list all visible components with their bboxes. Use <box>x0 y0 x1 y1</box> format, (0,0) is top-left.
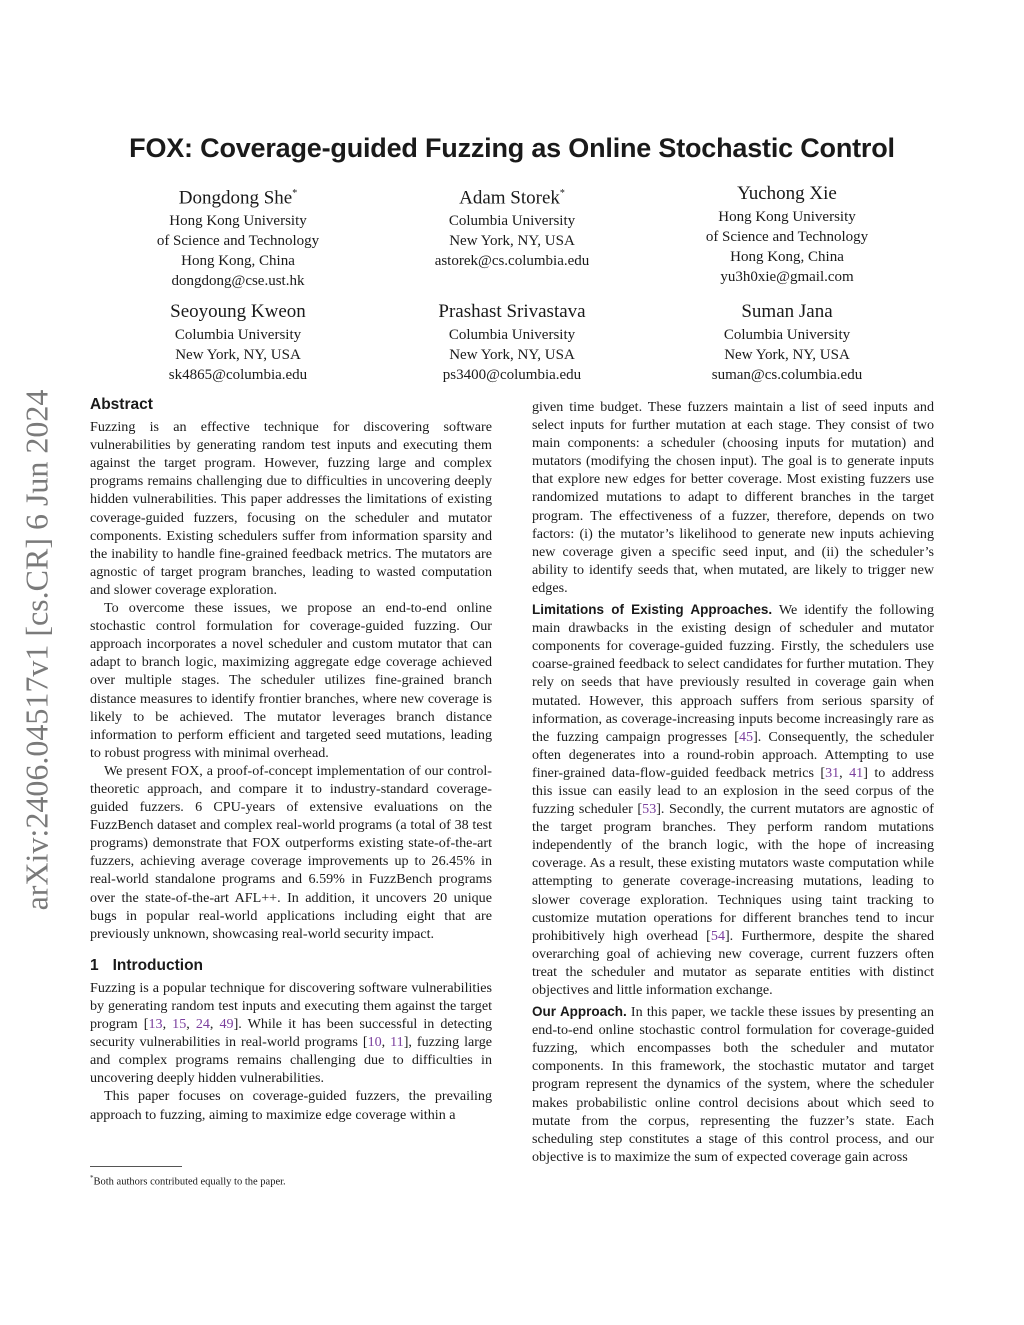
author-block <box>652 300 922 385</box>
footnote: *Both authors contributed equally to the paper. <box>90 1174 286 1188</box>
author-name: Yuchong Xie <box>737 183 837 204</box>
author-email: sk4865@columbia.edu <box>168 367 308 383</box>
citation-link[interactable]: 15 <box>172 1016 187 1033</box>
author-affiliation: Columbia University <box>448 213 576 230</box>
citation-link[interactable]: 10 <box>367 1034 382 1051</box>
intro-paragraph: Fuzzing is a popular technique for discovering software vulnerabilities by generating random test inputs and executing them against the target program [13, 15, 24, 49]. While it has been successful in detecting security vulnerabilities in real-world programs [10, 11], fuzzing large and complex programs remains challenging due to difficulties in uncovering deeply hidden vulnerabilities. <box>90 979 493 1087</box>
left-column <box>90 396 492 1124</box>
author-affiliation: New York, NY, USA <box>449 233 575 250</box>
author-name: Dongdong She* <box>178 187 298 209</box>
author-email: ps3400@columbia.edu <box>442 367 582 383</box>
body-paragraph: given time budget. These fuzzers maintain a list of seed inputs and select inputs for further mutation at each stage. They consist of two main components: a scheduler (choosing inputs for mutation) and mutators (modifying the chosen input). The goal is to generate inputs that explore new edges for better coverage. Most existing fuzzers use randomized mutations to adapt to different branches in the target program. The effectiveness of a fuzzer, therefore, depends on two factors: (i) the mutator’s likelihood to generate new inputs achieving new coverage given a specific seed input, and (ii) the scheduler’s ability to identify seeds that, when mutated, are likely to trigger new edges. <box>532 399 934 596</box>
author-name: Prashast Srivastava <box>438 301 586 322</box>
approach-paragraph: Our Approach. In this paper, we tackle these issues by presenting an end-to-end online stochastic control formulation for coverage-guided fuzzing, which encompasses both the scheduler and mutator components. In this framework, the stochastic mutator and target program represent the dynamics of the system, where the scheduler makes probabilistic online control decisions about which seed to mutate from the corpus, representing the fuzzer’s state. Each scheduling step constitutes a stage of this control process, and our objective is to maximize the sum of expected coverage gain across <box>532 1004 934 1165</box>
right-column <box>532 398 934 1166</box>
footnote-rule <box>90 1166 182 1167</box>
author-block <box>377 182 647 271</box>
introduction-heading <box>90 957 492 975</box>
arxiv-sidebar-stamp <box>8 370 66 930</box>
author-name: Adam Storek* <box>459 187 565 209</box>
author-affiliation: of Science and Technology <box>705 229 869 245</box>
abstract-paragraph: Fuzzing is an effective technique for discovering software vulnerabilities by generating random test inputs and executing them against the target program. However, fuzzing large and complex programs remains challenging due to difficulties in uncovering deeply hidden vulnerabilities. This paper addresses the limitations of existing coverage-guided fuzzers, focusing on the scheduler and mutator components. Existing schedulers suffer from information sparsity and the inability to handle fine-grained feedback metrics. The mutators are agnostic of target program branches, leading to wasted computation and slower coverage exploration. <box>90 419 492 598</box>
author-affiliation: Columbia University <box>723 327 851 343</box>
author-affiliation: New York, NY, USA <box>724 347 850 363</box>
paper-title: FOX: Coverage-guided Fuzzing as Online Stochastic Control <box>129 133 895 163</box>
citation-link[interactable]: 24 <box>195 1016 210 1033</box>
citation-link[interactable]: 41 <box>849 764 864 781</box>
runin-heading: Limitations of Existing Approaches. <box>532 602 773 618</box>
author-affiliation: Columbia University <box>448 327 576 343</box>
author-affiliation: New York, NY, USA <box>175 347 301 363</box>
intro-paragraph: This paper focuses on coverage-guided fuzzers, the prevailing approach to fuzzing, aiming to maximize edge coverage within a <box>90 1088 492 1123</box>
author-affiliation: Columbia University <box>174 327 302 343</box>
author-affiliation: Hong Kong University <box>169 213 307 230</box>
author-email: astorek@cs.columbia.edu <box>434 253 590 270</box>
citation-link[interactable]: 13 <box>148 1016 163 1033</box>
author-affiliation: of Science and Technology <box>156 233 320 250</box>
abstract-paragraph: To overcome these issues, we propose an end-to-end online stochastic control formulation for coverage-guided fuzzing. Our approach incorporates a novel scheduler and custom mutator that can adapt to branch logic, maximizing aggregate edge coverage achieved over multiple stages. The scheduler utilizes fine-grained branch distance measures to identify frontier branches, where new coverage is likely to be achieved. The mutator leverages branch distance information to perform efficient and targeted seed mutations, leading to robust progress with minimal overhead. <box>90 600 492 761</box>
citation-link[interactable]: 31 <box>825 764 840 781</box>
author-block <box>377 300 647 385</box>
abstract-paragraph: We present FOX, a proof-of-concept implementation of our control-theoretic approach, and compare it to industry-standard coverage-guided fuzzers. 6 CPU-years of extensive evaluations on the FuzzBench dataset and complex real-world programs (a total of 38 test programs) demonstrate that FOX outperforms existing state-of-the-art fuzzers, achieving average coverage improvements up to 26.45% in real-world standalone programs and 6.59% in FuzzBench programs over the state-of-the-art AFL++. In addition, it uncovers 20 unique bugs in popular real-world applications including eight that are previously unknown, showcasing real-world security impact. <box>90 762 492 942</box>
author-affiliation: Hong Kong, China <box>730 249 844 265</box>
citation-link[interactable]: 45 <box>738 728 754 745</box>
author-block <box>103 300 373 385</box>
arxiv-identifier: arXiv:2406.04517v1 [cs.CR] 6 Jun 2024 <box>18 389 55 911</box>
author-name: Suman Jana <box>741 301 833 322</box>
author-block <box>652 182 922 287</box>
author-name: Seoyoung Kweon <box>170 301 306 322</box>
citation-link[interactable]: 54 <box>710 927 725 944</box>
runin-heading: Our Approach. <box>532 1004 627 1020</box>
citation-link[interactable]: 49 <box>219 1016 234 1033</box>
citation-link[interactable]: 53 <box>642 801 657 818</box>
abstract-heading: Abstract <box>90 396 153 413</box>
limitations-paragraph: Limitations of Existing Approaches. We identify the following main drawbacks in the existing design of scheduler and mutator components for coverage-guided fuzzing. Firstly, the schedulers use coarse-grained feedback to select candidates for further mutation. They rely on seeds that have previously resulted in coverage gain when mutated. However, this approach suffers from serious sparsity of information, as coverage-increasing inputs become increasingly rare as the fuzzing campaign progresses [45]. Consequently, the scheduler often degenerates into a round-robin approach. Attempting to use finer-grained data-flow-guided feedback metrics [31, 41] to address this issue can easily lead to an explosion in the seed corpus of the fuzzing scheduler [53]. Secondly, the current mutators are agnostic of the target program branches. They perform random mutations independently of the branch logic, with the hope of increasing coverage. As a result, these existing mutators waste computation while attempting to generate coverage-increasing mutations, leading to slower coverage exploration. Techniques using taint tracking to customize mutation operations for different branches tend to incur prohibitively high overhead [54]. Furthermore, despite the shared overarching goal of achieving new coverage, current fuzzers often treat the scheduler and mutator as separate entities with distinct objectives and little information exchange. <box>532 602 934 998</box>
author-block <box>103 182 373 291</box>
section-title: Introduction <box>112 956 204 974</box>
author-email: dongdong@cse.ust.hk <box>171 273 305 290</box>
author-affiliation: Hong Kong University <box>718 209 856 225</box>
author-affiliation: Hong Kong, China <box>181 253 295 270</box>
author-email: suman@cs.columbia.edu <box>711 367 863 383</box>
author-affiliation: New York, NY, USA <box>449 347 575 363</box>
author-email: yu3h0xie@gmail.com <box>720 269 854 285</box>
citation-link[interactable]: 11 <box>390 1034 404 1051</box>
section-number: 1 <box>90 956 99 974</box>
